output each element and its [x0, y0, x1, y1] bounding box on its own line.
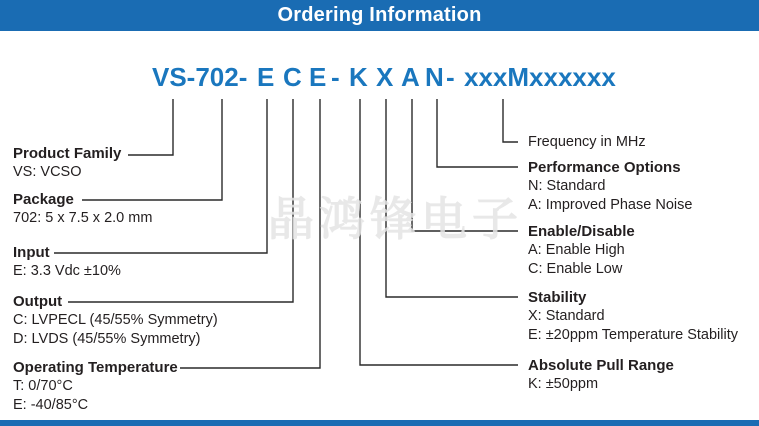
leader-enable-disable — [412, 99, 518, 231]
leader-absolute-pull-range — [360, 99, 518, 365]
page-title: Ordering Information — [277, 4, 482, 26]
section-package — [13, 190, 152, 228]
part-number-prefix: VS-702- — [152, 62, 248, 92]
section-option: C: Enable Low — [528, 261, 623, 277]
section-option: K: ±50ppm — [528, 376, 599, 392]
section-option: A: Improved Phase Noise — [528, 197, 693, 213]
section-option: D: LVDS (45/55% Symmetry) — [13, 331, 201, 347]
section-title: Stability — [528, 289, 587, 306]
part-number-code-temperature: E — [309, 62, 327, 92]
part-number-code-enable: A — [401, 62, 420, 92]
section-option: VS: VCSO — [13, 164, 82, 180]
section-output — [13, 292, 218, 349]
section-title: Absolute Pull Range — [528, 357, 674, 374]
watermark: 晶鸿锋电子 — [268, 193, 523, 245]
section-title: Performance Options — [528, 159, 681, 176]
section-title: Product Family — [13, 145, 122, 162]
section-option: 702: 5 x 7.5 x 2.0 mm — [13, 210, 153, 226]
part-number-dash: - — [446, 62, 455, 92]
section-option: E: ±20ppm Temperature Stability — [528, 327, 738, 343]
section-option: N: Standard — [528, 178, 606, 194]
leader-frequency — [503, 99, 518, 142]
leader-stability — [386, 99, 518, 297]
section-title: Output — [13, 293, 63, 310]
section-frequency — [528, 135, 646, 150]
part-number-code-performance: N — [425, 62, 444, 92]
section-product-family — [13, 144, 121, 182]
section-title: Operating Temperature — [13, 359, 178, 376]
section-option: C: LVPECL (45/55% Symmetry) — [13, 312, 218, 328]
section-stability — [528, 288, 738, 345]
section-absolute-pull-range — [528, 356, 674, 394]
section-enable-disable — [528, 222, 635, 279]
part-number-code-stability: X — [376, 62, 394, 92]
section-title: Input — [13, 244, 50, 261]
part-number-frequency-placeholder: xxxMxxxxxx — [464, 62, 616, 92]
leader-performance-options — [437, 99, 518, 167]
section-operating-temperature — [13, 358, 178, 415]
part-number-code-output: C — [283, 62, 302, 92]
section-option: A: Enable High — [528, 242, 625, 258]
section-option: E: -40/85°C — [13, 397, 89, 413]
section-option: E: 3.3 Vdc ±10% — [13, 263, 121, 279]
section-performance-options — [528, 158, 692, 215]
section-input — [13, 243, 121, 281]
part-number-dash: - — [331, 62, 340, 92]
section-title: Frequency in MHz — [528, 134, 646, 150]
section-option: X: Standard — [528, 308, 605, 324]
part-number-code-input: E — [257, 62, 275, 92]
section-option: T: 0/70°C — [13, 378, 73, 394]
section-title: Package — [13, 191, 74, 208]
part-number-code-pull-range: K — [349, 62, 368, 92]
section-title: Enable/Disable — [528, 223, 635, 240]
leader-product-family — [128, 99, 173, 155]
